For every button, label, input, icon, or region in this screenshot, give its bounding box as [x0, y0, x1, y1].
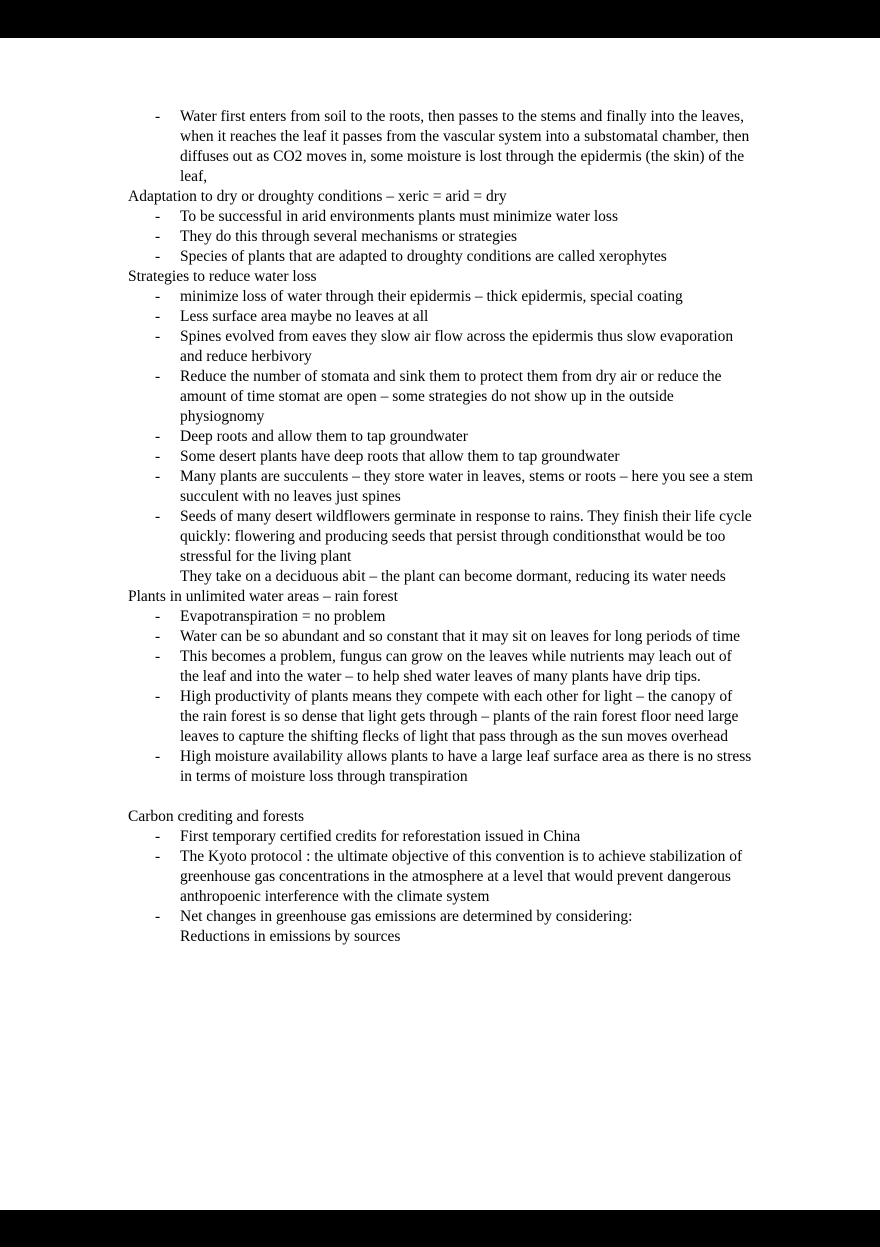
text-run: They take on a deciduous abit – the plant can become dormant, reducing its water needs: [180, 568, 726, 585]
text-run: High productivity of plants means they compete with each other for light – the canopy of the rain forest is so dense that light gets through – plants of the rain forest floor need large leaves to capture the shifting flecks of light that pass through as the sun moves overhead: [180, 688, 739, 745]
text-run: Net changes in greenhouse gas emissions are determined by considering:: [180, 908, 633, 925]
list-item-continuation: [128, 927, 753, 947]
letterbox-top-bar: [0, 0, 880, 38]
text-run: Water first enters from soil to the roots, then passes to the stems and finally into the leaves, when it reaches the leaf it passes from the vascular system into a substomatal chamber, then diffuses out as CO2 moves in, some moisture is lost through the epidermis (the skin) of the leaf,: [180, 108, 750, 185]
blank-line: [128, 787, 753, 807]
bullet-marker: -: [155, 328, 161, 345]
text-run: Plants in unlimited water areas – rain forest: [128, 588, 398, 605]
list-item-continuation: [128, 567, 753, 587]
list-item: [128, 747, 753, 787]
list-item: [128, 467, 753, 507]
bullet-marker: -: [155, 288, 161, 305]
list-item: [128, 367, 753, 427]
bullet-marker: -: [155, 748, 161, 765]
document-paper: [0, 38, 880, 1210]
bullet-marker: -: [155, 108, 161, 125]
text-run: Carbon crediting and forests: [128, 808, 305, 825]
list-item: [128, 847, 753, 907]
list-item: [128, 507, 753, 567]
text-run: Evapotranspiration = no problem: [180, 608, 386, 625]
bullet-marker: -: [155, 648, 161, 665]
text-run: Adaptation to dry or droughty conditions – xeric = arid = dry: [128, 188, 507, 205]
bullet-marker: -: [155, 468, 161, 485]
text-run: Seeds of many desert wildflowers germinate in response to rains. They finish their life cycle quickly: flowering and producing seeds that persist through conditionsthat would be too stressful for the living plant: [180, 508, 752, 565]
bullet-marker: -: [155, 208, 161, 225]
text-run: Water can be so abundant and so constant that it may sit on leaves for long periods of time: [180, 628, 741, 645]
bullet-marker: -: [155, 828, 161, 845]
document-body: [128, 107, 753, 947]
text-run: Some desert plants have deep roots that allow them to tap groundwater: [180, 448, 620, 465]
bullet-marker: -: [155, 448, 161, 465]
bullet-marker: -: [155, 248, 161, 265]
letterbox-bottom-bar: [0, 1210, 880, 1247]
bullet-marker: -: [155, 608, 161, 625]
list-item: [128, 447, 753, 467]
list-item: [128, 287, 753, 307]
text-run: Species of plants that are adapted to droughty conditions are called xerophytes: [180, 248, 667, 265]
paragraph: [128, 187, 753, 207]
text-run: Many plants are succulents – they store water in leaves, stems or roots – here you see a stem succulent with no leaves just spines: [180, 468, 753, 505]
bullet-marker: -: [155, 428, 161, 445]
text-run: This becomes a problem, fungus can grow on the leaves while nutrients may leach out of the leaf and into the water – to help shed water leaves of many plants have drip tips.: [180, 648, 732, 685]
text-run: Strategies to reduce water loss: [128, 268, 317, 285]
text-run: Reduce the number of stomata and sink them to protect them from dry air or reduce the amount of time stomat are open – some strategies do not show up in the outside physiognomy: [180, 368, 722, 425]
text-run: Deep roots and allow them to tap groundwater: [180, 428, 468, 445]
list-item: [128, 227, 753, 247]
text-run: They do this through several mechanisms or strategies: [180, 228, 518, 245]
bullet-marker: -: [155, 688, 161, 705]
list-item: [128, 327, 753, 367]
bullet-marker: -: [155, 228, 161, 245]
bullet-marker: -: [155, 628, 161, 645]
list-item: [128, 687, 753, 747]
list-item: [128, 907, 753, 927]
text-run: Reductions in emissions by sources: [180, 928, 401, 945]
bullet-marker: -: [155, 848, 161, 865]
list-item: [128, 207, 753, 227]
list-item: [128, 607, 753, 627]
bullet-marker: -: [155, 908, 161, 925]
text-run: The Kyoto protocol : the ultimate objective of this convention is to achieve stabilization of greenhouse gas concentrations in the atmosphere at a level that would prevent dangerous anthropoenic interference with the climate system: [180, 848, 743, 905]
paragraph: [128, 267, 753, 287]
list-item: [128, 627, 753, 647]
paragraph: [128, 807, 753, 827]
bullet-marker: -: [155, 308, 161, 325]
bullet-marker: -: [155, 368, 161, 385]
bullet-marker: -: [155, 508, 161, 525]
list-item: [128, 827, 753, 847]
list-item: [128, 427, 753, 447]
list-item: [128, 647, 753, 687]
list-item: [128, 107, 753, 187]
text-run: First temporary certified credits for reforestation issued in China: [180, 828, 581, 845]
text-run: To be successful in arid environments plants must minimize water loss: [180, 208, 618, 225]
text-run: Spines evolved from eaves they slow air flow across the epidermis thus slow evaporation and reduce herbivory: [180, 328, 734, 365]
text-run: minimize loss of water through their epidermis – thick epidermis, special coating: [180, 288, 683, 305]
list-item: [128, 247, 753, 267]
list-item: [128, 307, 753, 327]
text-run: High moisture availability allows plants to have a large leaf surface area as there is no stress in terms of moisture loss through transpiration: [180, 748, 752, 785]
text-run: Less surface area maybe no leaves at all: [180, 308, 429, 325]
paragraph: [128, 587, 753, 607]
